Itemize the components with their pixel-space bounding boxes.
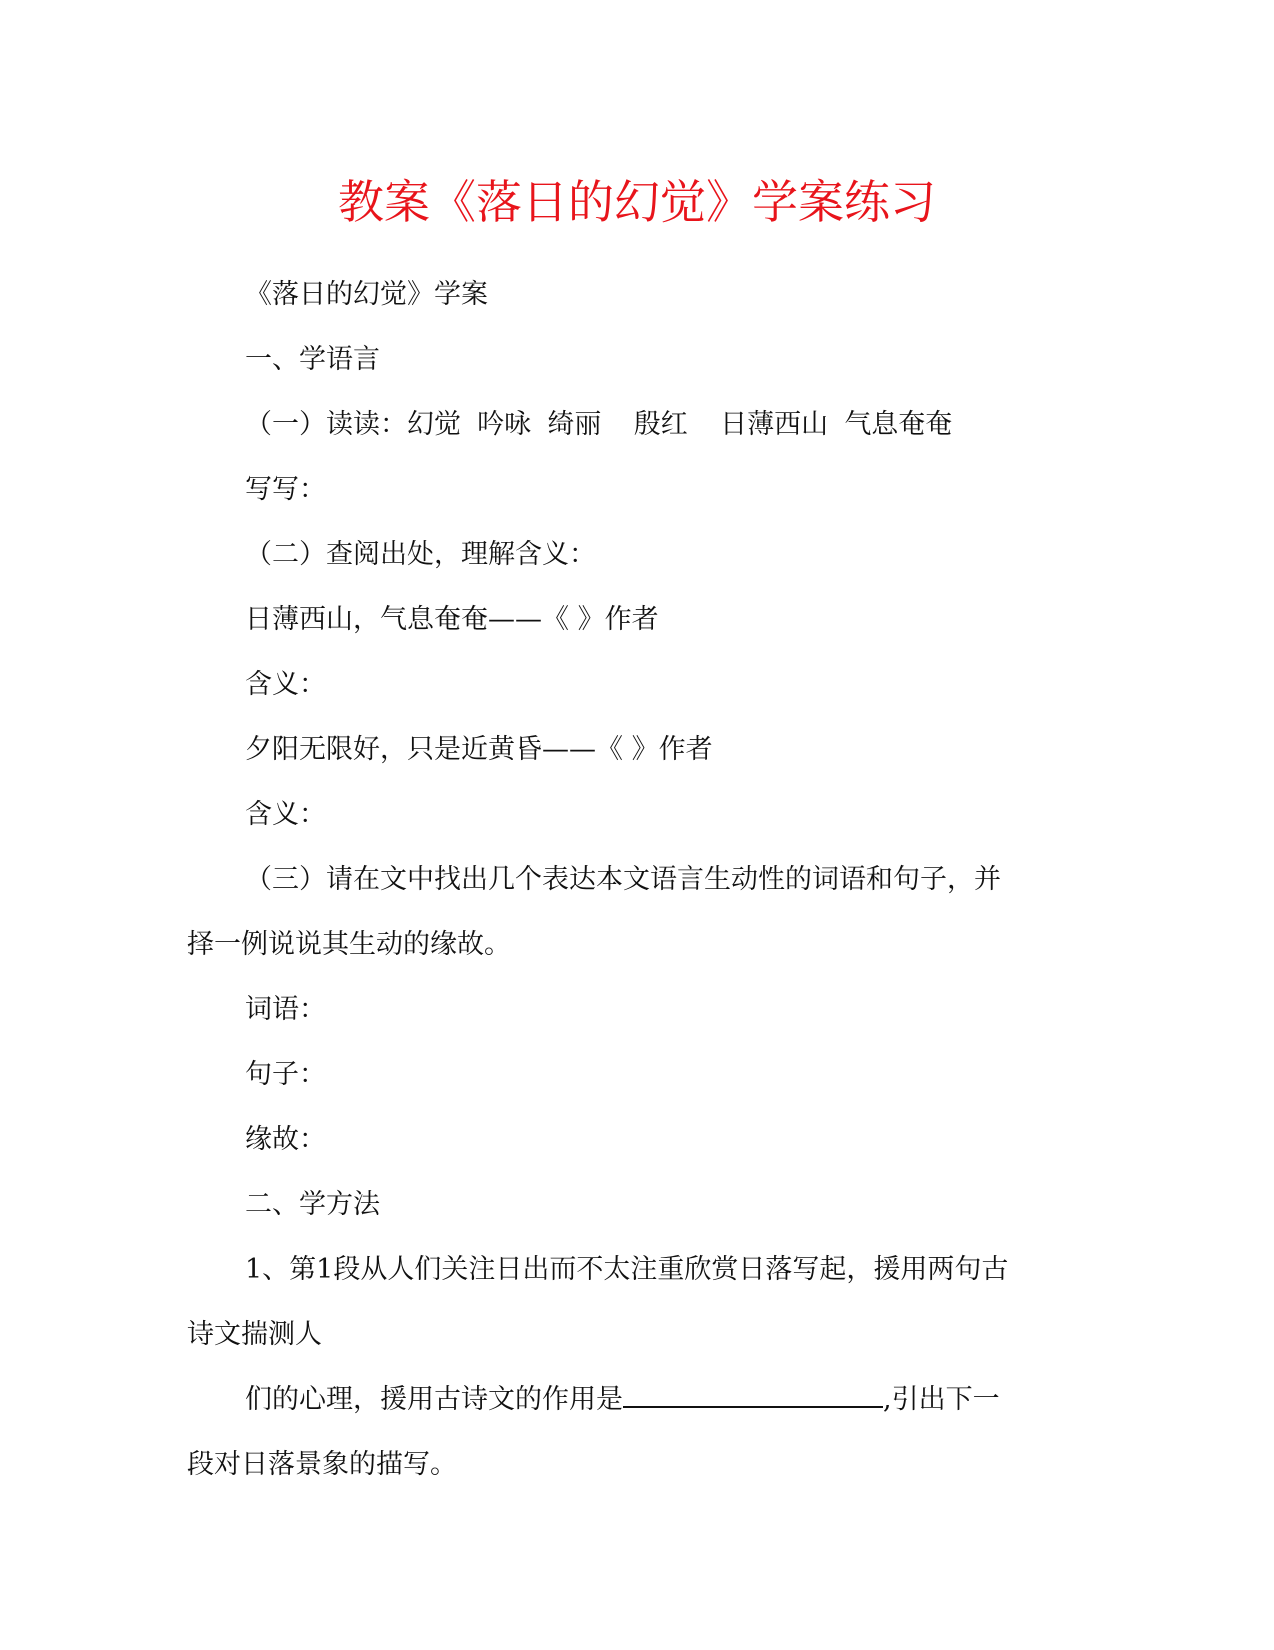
- method-item-1-line-3: [187, 1367, 1062, 1432]
- subtitle-line: 《落日的幻觉》学案: [245, 279, 488, 310]
- reading-words-line: [187, 392, 1062, 457]
- word-item: 日薄西山: [720, 409, 829, 440]
- fill-text-before: 们的心理，援用古诗文的作用是: [245, 1384, 623, 1415]
- section-heading-language: 一、学语言: [245, 344, 380, 375]
- word-item: 绮丽: [547, 409, 602, 440]
- method-item-1-line-4: 段对日落景象的描写。: [187, 1449, 457, 1480]
- document-body: [187, 262, 1062, 1497]
- sentence-answer-line: 句子：: [245, 1059, 326, 1090]
- task-three-line-1: （三）请在文中找出几个表达本文语言生动性的词语和句子，并: [245, 864, 1001, 895]
- reason-answer-line: 缘故：: [245, 1124, 326, 1155]
- method-item-1-line-1: 1、第1段从人们关注日出而不太注重欣赏日落写起，援用两句古: [245, 1254, 1009, 1285]
- word-item: 幻觉: [407, 409, 461, 440]
- page-title: 教案《落日的幻觉》学案练习: [338, 175, 936, 229]
- fill-text-after: ,引出下一: [883, 1384, 1000, 1415]
- meaning-line-2: 含义：: [245, 799, 326, 830]
- task-three-line-2: 择一例说说其生动的缘故。: [187, 929, 511, 960]
- quote-line-1: 日薄西山，气息奄奄——《 》作者: [245, 604, 659, 635]
- answer-blank[interactable]: [623, 1384, 883, 1408]
- reading-prefix: （一）读读：: [245, 409, 407, 440]
- section-heading-method: 二、学方法: [245, 1189, 380, 1220]
- word-item: 气息奄奄: [844, 409, 953, 440]
- words-answer-line: 词语：: [245, 994, 326, 1025]
- lookup-heading: （二）查阅出处，理解含义：: [245, 539, 596, 570]
- quote-line-2: 夕阳无限好，只是近黄昏——《 》作者: [245, 734, 713, 765]
- writing-line: 写写：: [245, 474, 326, 505]
- meaning-line-1: 含义：: [245, 669, 326, 700]
- method-item-1-line-2: 诗文揣测人: [187, 1319, 322, 1350]
- word-item: 吟咏: [477, 409, 532, 440]
- word-item: 殷红: [633, 409, 688, 440]
